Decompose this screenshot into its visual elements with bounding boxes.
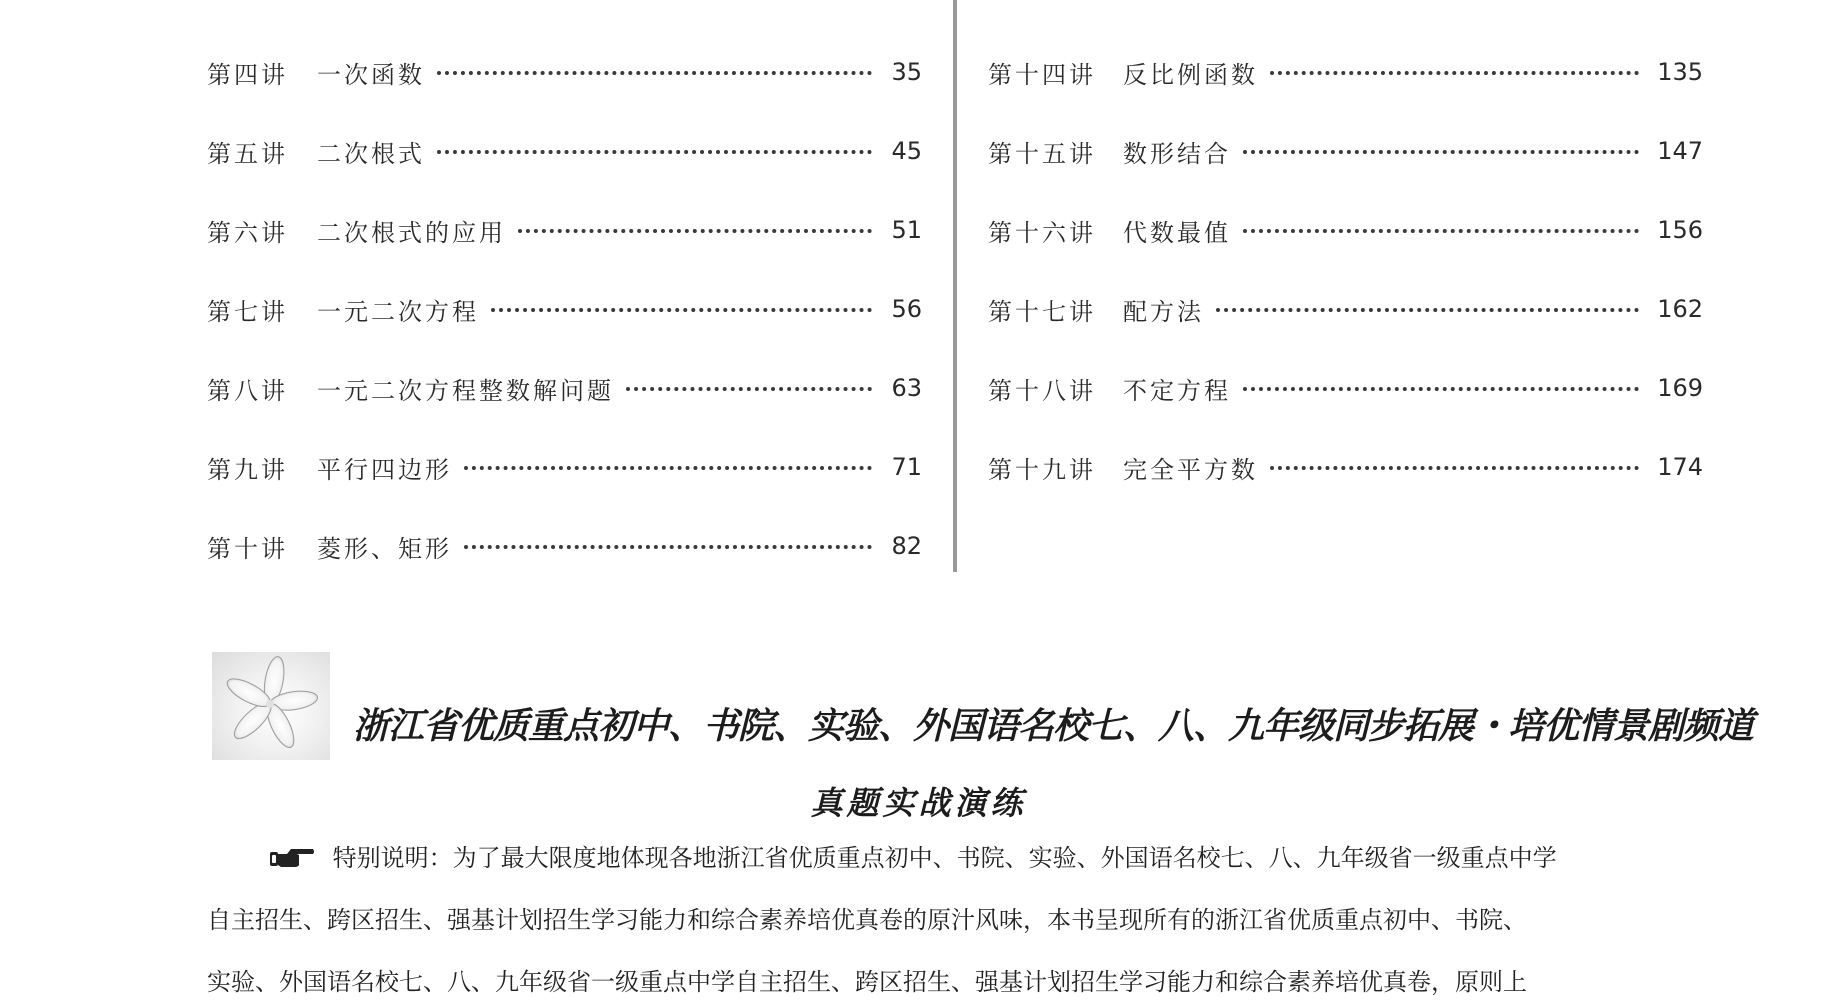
toc-page-number: 71 [891,453,922,481]
toc-lecture-title: 二次根式的应用 [317,218,506,247]
toc-page-number: 162 [1657,295,1703,323]
pointing-hand-icon [269,845,325,875]
special-note-line: 自主招生、跨区招生、强基计划招生学习能力和综合素养培优真卷的原汁风味，本书呈现所有的浙江省优质重点初中、书院、 [207,906,1527,934]
toc-entry[interactable] [207,368,922,408]
special-note-line [207,838,1702,875]
toc-entry[interactable] [207,210,922,250]
toc-entry[interactable] [988,131,1703,171]
toc-lecture-title: 二次根式 [317,139,425,168]
toc-lecture-title: 配方法 [1123,297,1204,326]
toc-leader-dots [437,150,872,154]
toc-page-number: 51 [891,216,922,244]
toc-leader-dots [1243,150,1639,154]
toc-lecture-number: 第十八讲 [988,376,1096,405]
toc-entry[interactable] [207,526,922,566]
toc-entry[interactable] [207,131,922,171]
toc-lecture-title: 反比例函数 [1123,60,1258,89]
toc-entry[interactable] [988,447,1703,487]
toc-lecture-number: 第十九讲 [988,455,1096,484]
channel-title: 浙江省优质重点初中、书院、实验、外国语名校七、八、九年级同步拓展・培优情景剧频道 [353,706,1754,747]
toc-lecture-number: 第六讲 [207,218,288,247]
special-note-text: 特别说明：为了最大限度地体现各地浙江省优质重点初中、书院、实验、外国语名校七、八、九年级省一级重点中学 [332,844,1557,872]
toc-entry[interactable] [988,368,1703,408]
flower-icon [212,652,330,760]
column-divider [953,0,957,572]
toc-leader-dots [464,545,872,549]
toc-lecture-title: 代数最值 [1123,218,1231,247]
toc-lecture-number: 第十讲 [207,534,288,563]
toc-leader-dots [1216,308,1639,312]
toc-page-number: 169 [1657,374,1703,402]
toc-lecture-title: 菱形、矩形 [317,534,452,563]
toc-lecture-number: 第五讲 [207,139,288,168]
toc-page-number: 147 [1657,137,1703,165]
toc-lecture-title: 完全平方数 [1123,455,1258,484]
toc-leader-dots [1243,229,1639,233]
special-note-line: 实验、外国语名校七、八、九年级省一级重点中学自主招生、跨区招生、强基计划招生学习能力和综合素养培优真卷，原则上 [207,968,1527,996]
toc-page-number: 63 [891,374,922,402]
flower-logo [212,652,330,760]
toc-lecture-title: 一次函数 [317,60,425,89]
toc-lecture-number: 第十六讲 [988,218,1096,247]
toc-page-number: 35 [891,58,922,86]
toc-lecture-title: 一元二次方程 [317,297,479,326]
toc-leader-dots [464,466,872,470]
toc-lecture-title: 一元二次方程整数解问题 [317,376,614,405]
toc-entry[interactable] [207,289,922,329]
toc-leader-dots [1270,71,1639,75]
toc-lecture-title: 平行四边形 [317,455,452,484]
section-subtitle: 真题实战演练 [810,784,1027,822]
toc-page-number: 174 [1657,453,1703,481]
toc-lecture-number: 第九讲 [207,455,288,484]
toc-page-number: 45 [891,137,922,165]
toc-leader-dots [1270,466,1639,470]
toc-leader-dots [626,387,872,391]
toc-leader-dots [1243,387,1639,391]
toc-page-number: 82 [891,532,922,560]
toc-entry[interactable] [207,447,922,487]
toc-page-number: 135 [1657,58,1703,86]
toc-lecture-title: 数形结合 [1123,139,1231,168]
toc-entry[interactable] [207,52,922,92]
toc-leader-dots [518,229,872,233]
toc-leader-dots [437,71,872,75]
toc-lecture-number: 第七讲 [207,297,288,326]
toc-entry[interactable] [988,289,1703,329]
toc-lecture-number: 第八讲 [207,376,288,405]
toc-lecture-number: 第十五讲 [988,139,1096,168]
toc-page-number: 156 [1657,216,1703,244]
toc-entry[interactable] [988,52,1703,92]
toc-lecture-number: 第十四讲 [988,60,1096,89]
toc-page-number: 56 [891,295,922,323]
toc-leader-dots [491,308,872,312]
toc-lecture-title: 不定方程 [1123,376,1231,405]
toc-lecture-number: 第四讲 [207,60,288,89]
toc-lecture-number: 第十七讲 [988,297,1096,326]
toc-entry[interactable] [988,210,1703,250]
